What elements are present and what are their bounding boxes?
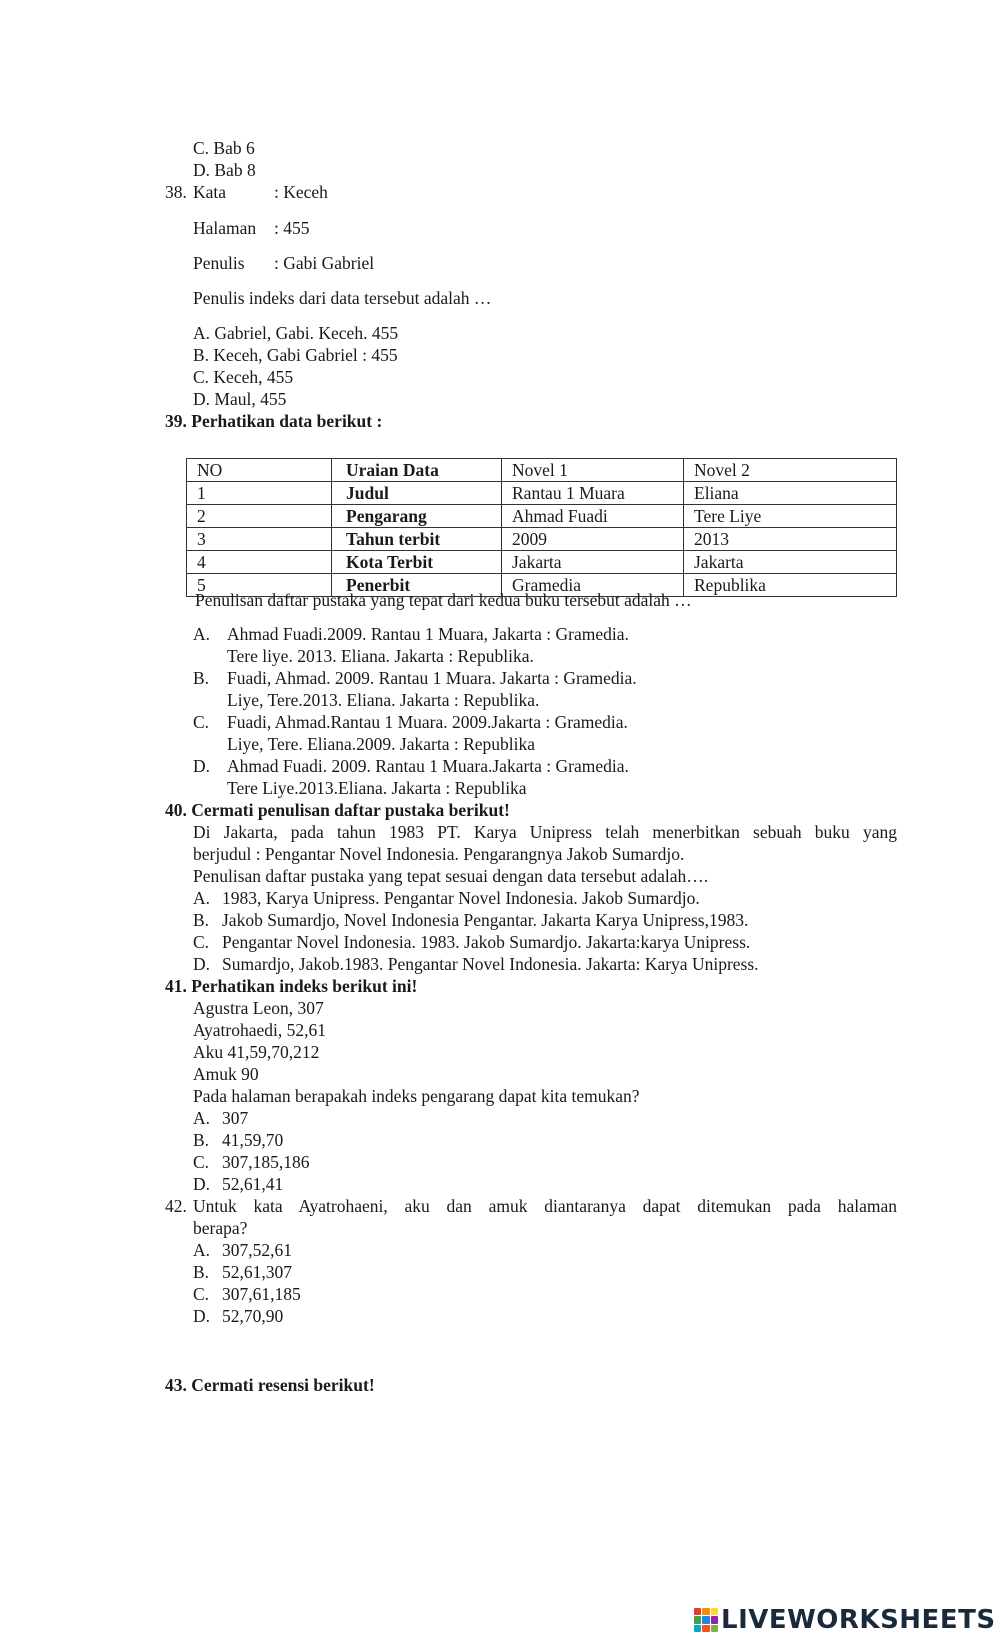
q41-option-c: [193, 1151, 310, 1173]
option-text: Sumardjo, Jakob.1983. Pengantar Novel Indonesia. Jakarta: Karya Unipress.: [222, 954, 759, 974]
table-header-cell: Uraian Data: [332, 459, 502, 482]
q38-row-halaman: [193, 217, 310, 239]
q38-val: : 455: [274, 218, 310, 238]
q42-number: 42.: [165, 1196, 187, 1216]
table-cell: Ahmad Fuadi: [502, 505, 684, 528]
q39-option-d: [193, 755, 629, 777]
novel-data-table: [186, 458, 897, 597]
option-letter: B.: [193, 910, 210, 930]
q38-key: Kata: [193, 182, 227, 202]
logo-tile: [711, 1625, 718, 1632]
q39-option-b-line2: Liye, Tere.2013. Eliana. Jakarta : Republika.: [227, 690, 540, 710]
q38-option-b: B. Keceh, Gabi Gabriel : 455: [193, 345, 398, 365]
table-cell: 2009: [502, 528, 684, 551]
logo-tile: [711, 1616, 718, 1623]
q38-row-penulis: [193, 252, 374, 274]
q41-index-entry: Ayatrohaedi, 52,61: [193, 1020, 327, 1040]
q40-option-d: [193, 953, 759, 975]
q43-title: 43. Cermati resensi berikut!: [165, 1375, 375, 1395]
q39-option-d-line2: Tere Liye.2013.Eliana. Jakarta : Republika: [227, 778, 527, 798]
option-text: 52,61,307: [222, 1262, 292, 1282]
table-cell: 4: [187, 551, 332, 574]
logo-tile: [694, 1616, 701, 1623]
option-text: Pengantar Novel Indonesia. 1983. Jakob Sumardjo. Jakarta:karya Unipress.: [222, 932, 751, 952]
q42-option-b: [193, 1261, 292, 1283]
q42-option-a: [193, 1239, 292, 1261]
table-cell: 2: [187, 505, 332, 528]
table-cell: Rantau 1 Muara: [502, 482, 684, 505]
table-row: [187, 528, 897, 551]
table-cell: Jakarta: [502, 551, 684, 574]
q40-paragraph-line1: Di Jakarta, pada tahun 1983 PT. Karya Unipress telah menerbitkan sebuah buku yang: [193, 822, 897, 842]
q40-paragraph-line2: berjudul : Pengantar Novel Indonesia. Pengarangnya Jakob Sumardjo.: [193, 844, 685, 864]
option-letter: B.: [193, 1130, 210, 1150]
option-letter: D.: [193, 756, 211, 776]
table-header-row: [187, 459, 897, 482]
q39-question: Penulisan daftar pustaka yang tepat dari kedua buku tersebut adalah …: [195, 590, 692, 610]
q37-option-c: C. Bab 6: [193, 138, 255, 158]
table-cell: 2013: [684, 528, 897, 551]
table-cell: Republika: [684, 574, 897, 597]
q40-option-b: [193, 909, 748, 931]
q42-option-c: [193, 1283, 301, 1305]
option-text: Jakob Sumardjo, Novel Indonesia Pengantar. Jakarta Karya Unipress,1983.: [222, 910, 749, 930]
option-text: 307: [222, 1108, 249, 1128]
table-row: [187, 482, 897, 505]
option-line1: Fuadi, Ahmad. 2009. Rantau 1 Muara. Jakarta : Gramedia.: [227, 668, 637, 688]
table-cell: Gramedia: [502, 574, 684, 597]
logo-tile: [702, 1608, 709, 1615]
option-letter: A.: [193, 1108, 211, 1128]
q39-option-a: [193, 623, 629, 645]
option-text: 307,61,185: [222, 1284, 301, 1304]
option-letter: C.: [193, 932, 210, 952]
option-text: 307,52,61: [222, 1240, 292, 1260]
q41-option-a: [193, 1107, 248, 1129]
option-text: 41,59,70: [222, 1130, 284, 1150]
q38-val: : Keceh: [274, 182, 328, 202]
table-cell: Tahun terbit: [332, 528, 502, 551]
table-cell: 5: [187, 574, 332, 597]
table-cell: 3: [187, 528, 332, 551]
q39-option-c-line2: Liye, Tere. Eliana.2009. Jakarta : Republika: [227, 734, 536, 754]
option-letter: D.: [193, 954, 211, 974]
q37-option-d: D. Bab 8: [193, 160, 256, 180]
q38-val: : Gabi Gabriel: [274, 253, 375, 273]
q41-index-entry: Agustra Leon, 307: [193, 998, 324, 1018]
q38-number: 38.: [165, 182, 187, 202]
table-header-cell: NO: [187, 459, 332, 482]
option-text: 52,61,41: [222, 1174, 284, 1194]
logo-grid-icon: [694, 1608, 718, 1632]
option-text: 52,70,90: [222, 1306, 284, 1326]
q42-question-line2: berapa?: [193, 1218, 248, 1238]
q41-title: 41. Perhatikan indeks berikut ini!: [165, 976, 418, 996]
logo-tile: [694, 1625, 701, 1632]
q38-question: Penulis indeks dari data tersebut adalah …: [193, 288, 492, 308]
option-line1: Ahmad Fuadi.2009. Rantau 1 Muara, Jakarta : Gramedia.: [227, 624, 629, 644]
q40-title: 40. Cermati penulisan daftar pustaka berikut!: [165, 800, 510, 820]
option-line1: Fuadi, Ahmad.Rantau 1 Muara. 2009.Jakarta : Gramedia.: [227, 712, 628, 732]
q39-title: 39. Perhatikan data berikut :: [165, 411, 383, 431]
q38-key: Penulis: [193, 253, 245, 273]
table-header-cell: Novel 1: [502, 459, 684, 482]
q38-row-kata: [193, 181, 328, 203]
table-cell: 1: [187, 482, 332, 505]
table-cell: Eliana: [684, 482, 897, 505]
logo-wordmark: LIVEWORKSHEETS: [721, 1605, 996, 1635]
option-text: 1983, Karya Unipress. Pengantar Novel Indonesia. Jakob Sumardjo.: [222, 888, 700, 908]
q41-question: Pada halaman berapakah indeks pengarang dapat kita temukan?: [193, 1086, 640, 1106]
option-letter: A.: [193, 888, 211, 908]
q41-index-entry: Aku 41,59,70,212: [193, 1042, 320, 1062]
option-letter: C.: [193, 712, 210, 732]
option-letter: B.: [193, 1262, 210, 1282]
q42-question-line1: Untuk kata Ayatrohaeni, aku dan amuk diantaranya dapat ditemukan pada halaman: [193, 1196, 897, 1216]
q38-key: Halaman: [193, 218, 257, 238]
table-cell: Penerbit: [332, 574, 502, 597]
q39-option-b: [193, 667, 637, 689]
option-text: 307,185,186: [222, 1152, 310, 1172]
option-letter: A.: [193, 624, 211, 644]
option-letter: B.: [193, 668, 210, 688]
logo-tile: [702, 1616, 709, 1623]
q39-option-a-line2: Tere liye. 2013. Eliana. Jakarta : Republika.: [227, 646, 534, 666]
option-letter: D.: [193, 1174, 211, 1194]
table-header-cell: Novel 2: [684, 459, 897, 482]
liveworksheets-logo[interactable]: [694, 1605, 996, 1635]
q38-option-a: A. Gabriel, Gabi. Keceh. 455: [193, 323, 399, 343]
logo-tile: [702, 1625, 709, 1632]
logo-tile: [694, 1608, 701, 1615]
option-letter: D.: [193, 1306, 211, 1326]
table-cell: Pengarang: [332, 505, 502, 528]
table-cell: Tere Liye: [684, 505, 897, 528]
table-row: [187, 551, 897, 574]
option-line1: Ahmad Fuadi. 2009. Rantau 1 Muara.Jakarta : Gramedia.: [227, 756, 629, 776]
q38-option-d: D. Maul, 455: [193, 389, 287, 409]
table-cell: Kota Terbit: [332, 551, 502, 574]
q40-question: Penulisan daftar pustaka yang tepat sesuai dengan data tersebut adalah….: [193, 866, 709, 886]
q39-option-c: [193, 711, 628, 733]
option-letter: A.: [193, 1240, 211, 1260]
option-letter: C.: [193, 1284, 210, 1304]
q40-option-a: [193, 887, 700, 909]
q38-option-c: C. Keceh, 455: [193, 367, 294, 387]
q41-option-d: [193, 1173, 283, 1195]
option-letter: C.: [193, 1152, 210, 1172]
q41-option-b: [193, 1129, 283, 1151]
table-row: [187, 505, 897, 528]
table-cell: Judul: [332, 482, 502, 505]
q40-option-c: [193, 931, 750, 953]
q41-index-entry: Amuk 90: [193, 1064, 259, 1084]
table-cell: Jakarta: [684, 551, 897, 574]
logo-tile: [711, 1608, 718, 1615]
q42-option-d: [193, 1305, 283, 1327]
